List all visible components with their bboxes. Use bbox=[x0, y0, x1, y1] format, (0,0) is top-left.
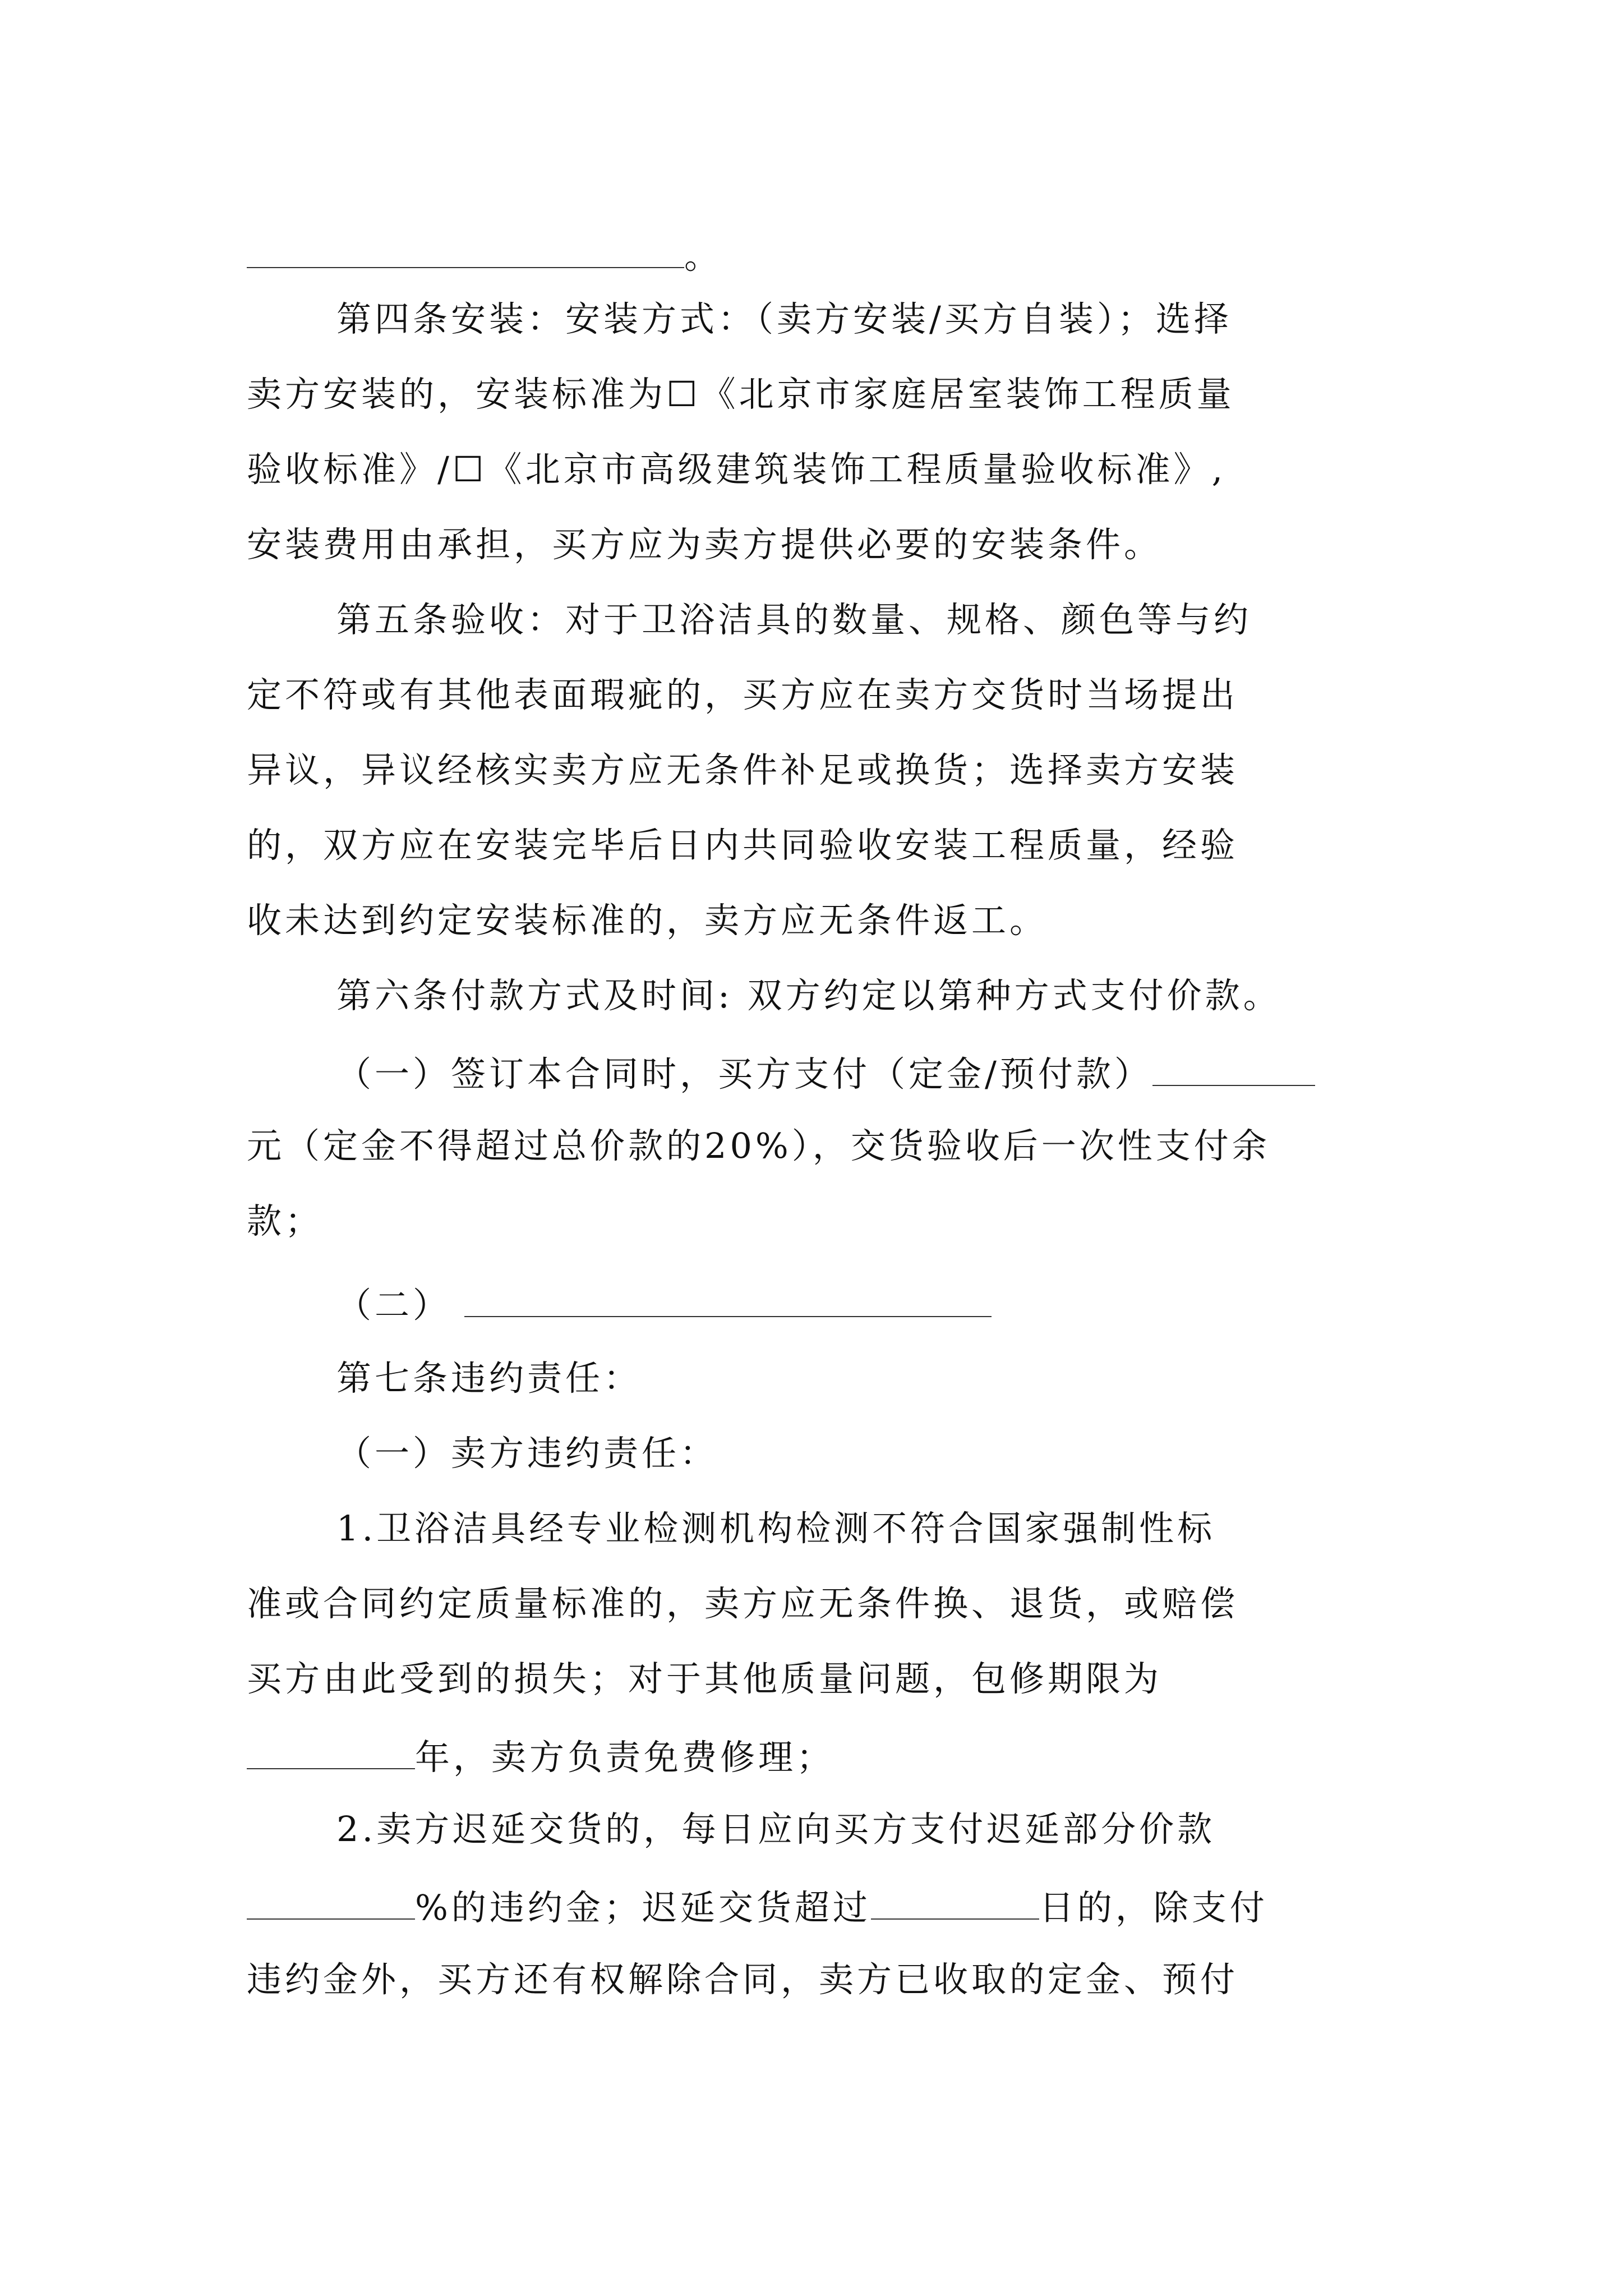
paragraph-article-7-clause-1-line-2: 准或合同约定质量标准的，卖方应无条件换、退货，或赔偿 bbox=[247, 1583, 1239, 1624]
paragraph-article-7-item-1: （一）卖方违约责任： bbox=[336, 1433, 718, 1474]
fill-in-blank bbox=[871, 1887, 1039, 1920]
fill-in-blank bbox=[247, 1737, 415, 1769]
paragraph-article-5-line-4: 的，双方应在安装完毕后日内共同验收安装工程质量，经验 bbox=[247, 825, 1239, 866]
paragraph-article-4-line-4: 安装费用由承担，买方应为卖方提供必要的安装条件。 bbox=[247, 524, 1163, 565]
item-text: （二） bbox=[336, 1285, 451, 1326]
fill-in-blank bbox=[464, 1285, 992, 1317]
paragraph-article-7-title: 第七条违约责任： bbox=[336, 1358, 642, 1398]
text-line: 。 bbox=[247, 236, 722, 275]
paragraph-article-4-line-3: 验收标准》/☐《北京市高级建筑装饰工程质量验收标准》, bbox=[247, 449, 1227, 490]
paragraph-article-5-line-1: 第五条验收：对于卫浴洁具的数量、规格、颜色等与约 bbox=[336, 599, 1252, 640]
paragraph-article-6-item-1-line-1 bbox=[336, 1053, 1315, 1093]
paragraph-article-5-line-5: 收未达到约定安装标准的，卖方应无条件返工。 bbox=[247, 900, 1048, 941]
paragraph-article-7-clause-2-line-3: 违约金外，买方还有权解除合同，卖方已收取的定金、预付 bbox=[247, 1959, 1239, 2000]
fill-in-blank bbox=[247, 1887, 415, 1920]
paragraph-article-4-line-1: 第四条安装：安装方式：（卖方安装/买方自装）；选择 bbox=[336, 298, 1232, 339]
paragraph-article-6-item-1-line-2: 元（定金不得超过总价款的20%），交货验收后一次性支付余 bbox=[247, 1125, 1270, 1166]
fill-in-blank bbox=[1152, 1053, 1315, 1086]
paragraph-article-7-clause-2-line-1: 2.卖方迟延交货的，每日应向买方支付迟延部分价款 bbox=[336, 1809, 1216, 1849]
fill-in-blank bbox=[247, 236, 684, 268]
paragraph-article-6-item-2 bbox=[336, 1285, 992, 1324]
paragraph-article-7-clause-1-line-3: 买方由此受到的损失；对于其他质量问题，包修期限为 bbox=[247, 1658, 1163, 1699]
paragraph-article-7-clause-1-line-1: 1.卫浴洁具经专业检测机构检测不符合国家强制性标 bbox=[336, 1508, 1216, 1549]
paragraph-article-5-line-2: 定不符或有其他表面瑕疵的，买方应在卖方交货时当场提出 bbox=[247, 674, 1239, 715]
paragraph-article-7-clause-2-line-2: %的违约金；迟延交货超过 日的，除支付 bbox=[247, 1887, 1268, 1926]
paragraph-article-6-item-1-line-3: 款； bbox=[247, 1200, 324, 1241]
paragraph-article-5-line-3: 异议，异议经核实卖方应无条件补足或换货；选择卖方安装 bbox=[247, 749, 1239, 790]
paragraph-article-7-clause-1-line-4: 年，卖方负责免费修理； bbox=[247, 1737, 834, 1776]
paragraph-article-6-line-1: 第六条付款方式及时间: 双方约定以第种方式支付价款。 bbox=[336, 975, 1281, 1016]
item-text: （一）签订本合同时，买方支付（定金/预付款） bbox=[336, 1053, 1152, 1094]
paragraph-article-4-line-2: 卖方安装的，安装标准为☐《北京市家庭居室装饰工程质量 bbox=[247, 374, 1235, 415]
